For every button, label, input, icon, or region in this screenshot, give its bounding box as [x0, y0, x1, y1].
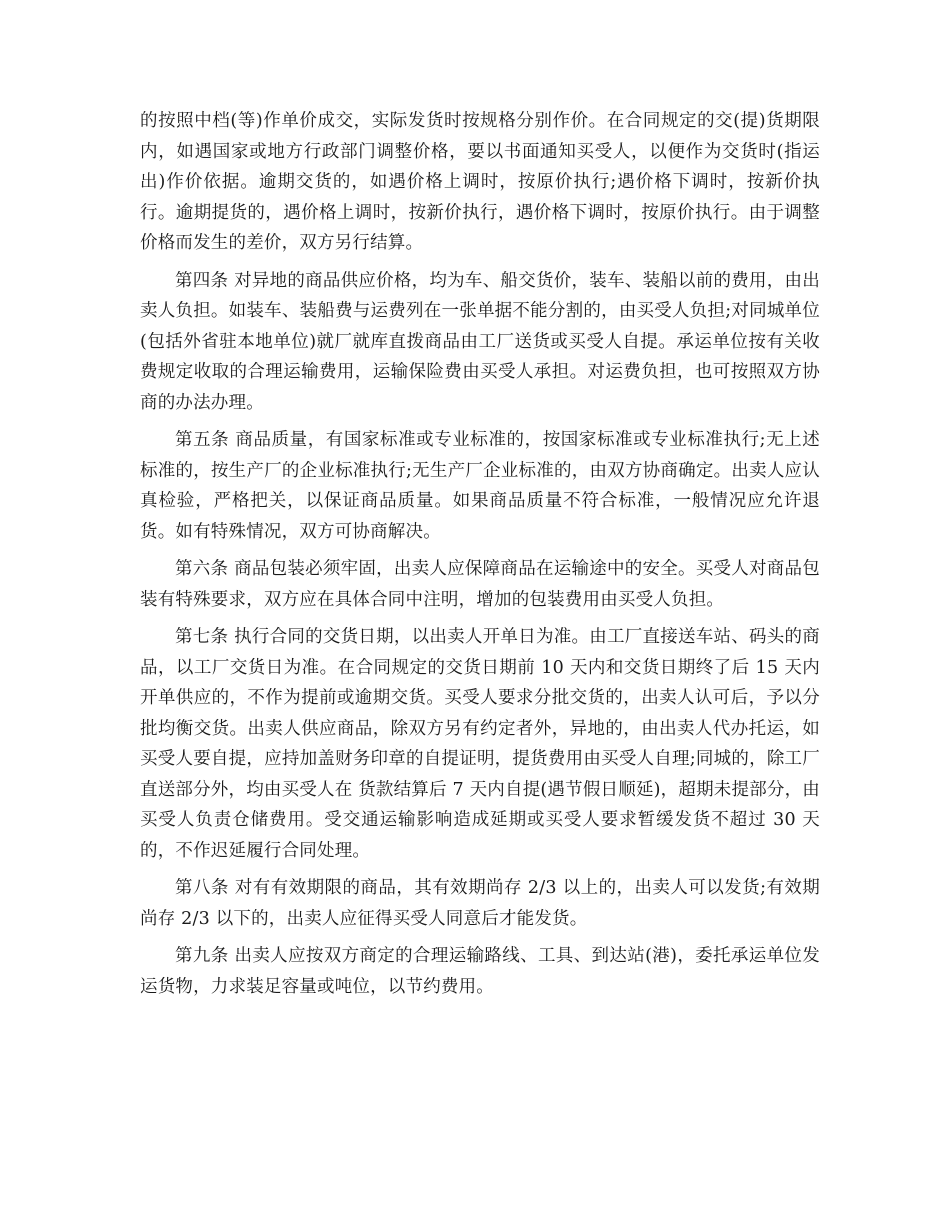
paragraph-article-4: 第四条 对异地的商品供应价格，均为车、船交货价，装车、装船以前的费用，由出卖人负担。如装车、装船费与运费列在一张单据不能分割的，由买受人负担;对同城单位(包括外省驻本地单位)就厂就库直拨商品由工厂送货或买受人自提。承运单位按有关收费规定收取的合理运输费用，运输保险费由买受人承担。对运费负担，也可按照双方协商的办法办理。: [140, 270, 820, 413]
paragraph-article-5: 第五条 商品质量，有国家标准或专业标准的，按国家标准或专业标准执行;无上述标准的，按生产厂的企业标准执行;无生产厂企业标准的，由双方协商确定。出卖人应认真检验，严格把关，以保证商品质量。如果商品质量不符合标准，一般情况应允许退货。如有特殊情况，双方可协商解决。: [140, 430, 820, 542]
document-body: [140, 106, 820, 1009]
paragraph-price-adjustment: 的按照中档(等)作单价成交，实际发货时按规格分别作价。在合同规定的交(提)货期限内，如遇国家或地方行政部门调整价格，要以书面通知买受人，以便作为交货时(指运出)作价依据。逾期交货的，如遇价格上调时，按原价执行;遇价格下调时，按新价执行。逾期提货的，遇价格上调时，按新价执行，遇价格下调时，按原价执行。由于调整价格而发生的差价，双方另行结算。: [140, 111, 820, 253]
paragraph-article-6: 第六条 商品包装必须牢固，出卖人应保障商品在运输途中的安全。买受人对商品包装有特殊要求，双方应在具体合同中注明，增加的包装费用由买受人负担。: [140, 559, 820, 610]
paragraph-article-8: 第八条 对有有效期限的商品，其有效期尚存 2/3 以上的，出卖人可以发货;有效期尚存 2/3 以下的，出卖人应征得买受人同意后才能发货。: [140, 878, 820, 929]
paragraph-article-9: 第九条 出卖人应按双方商定的合理运输路线、工具、到达站(港)，委托承运单位发运货物，力求装足容量或吨位，以节约费用。: [140, 946, 820, 997]
paragraph-article-7: 第七条 执行合同的交货日期，以出卖人开单日为准。由工厂直接送车站、码头的商品，以工厂交货日为准。在合同规定的交货日期前 10 天内和交货日期终了后 15 天内开单供应的，不作为提前或逾期交货。买受人要求分批交货的，出卖人认可后，予以分批均衡交货。出卖人供应商品，除双方另有约定者外，异地的，由出卖人代办托运，如买受人要自提，应持加盖财务印章的自提证明，提货费用由买受人自理;同城的，除工厂直送部分外，均由买受人在 货款结算后 7 天内自提(遇节假日顺延)，超期未提部分，由买受人负责仓储费用。受交通运输影响造成延期或买受人要求暂缓发货不超过 30 天的，不作迟延履行合同处理。: [140, 627, 820, 861]
